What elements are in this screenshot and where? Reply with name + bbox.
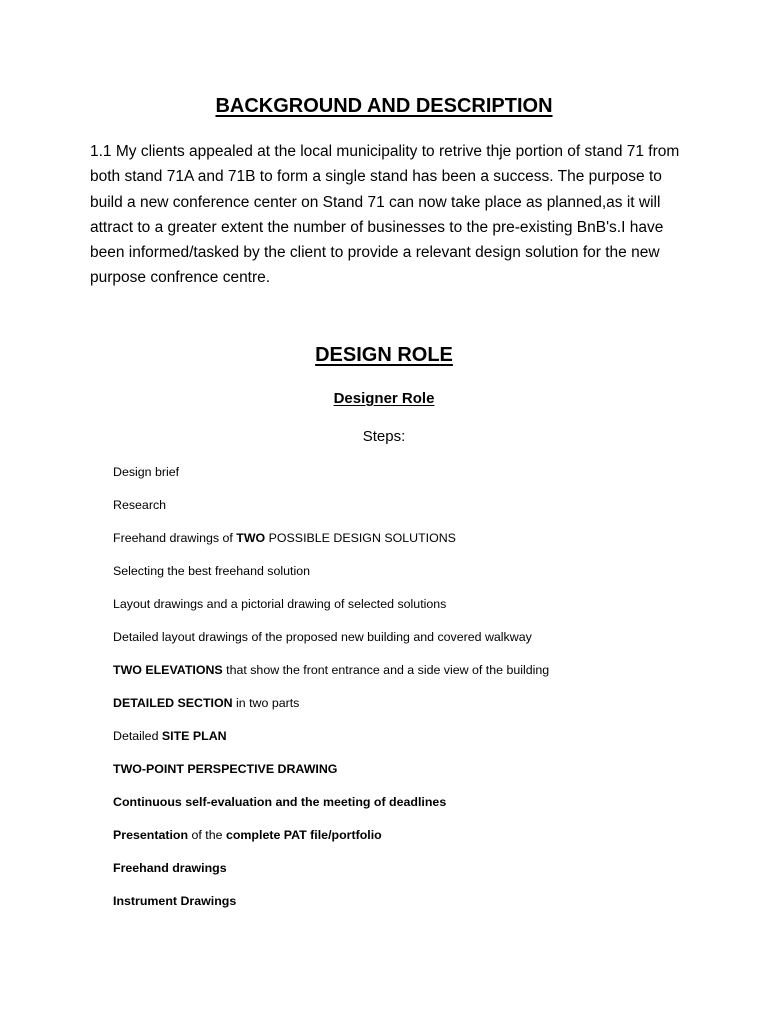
design-role-heading: DESIGN ROLE [315,344,453,366]
designer-role-subheading: Designer Role [333,390,435,407]
step-item [113,661,549,694]
step-item [113,562,549,595]
step-item [113,595,549,628]
step-text: Design brief [113,465,180,479]
step-item [113,793,549,826]
step-text-bold: TWO [236,531,266,545]
step-item [113,826,549,859]
step-text-bold: Instrument Drawings [113,894,237,908]
background-heading: BACKGROUND AND DESCRIPTION [215,95,553,117]
step-item [113,760,549,793]
step-text: Layout drawings and a pictorial drawing of selected solutions [113,597,447,611]
step-text: in two parts [232,696,300,710]
step-text-bold: Freehand drawings [113,861,227,875]
step-text: Selecting the best freehand solution [113,564,311,578]
step-item [113,529,549,562]
step-item [113,892,549,925]
step-text-bold: TWO ELEVATIONS [113,663,223,677]
steps-label: Steps: [362,428,406,445]
background-paragraph: 1.1 My clients appealed at the local municipality to retrive thje portion of stand 71 from both stand 71A and 71B to form a single stand has been a success. The purpose to build a new conference center on Stand 71 can now take place as planned,as it will attract to a greater extent the number of businesses to the pre-existing BnB's.I have been informed/tasked by the client to provide a relevant design solution for the new purpose confrence centre. [90,143,680,287]
step-item [113,463,549,496]
step-text-bold: complete PAT file/portfolio [225,828,382,842]
step-item [113,727,549,760]
step-text: Freehand drawings of [113,531,237,545]
step-text-bold: Presentation [113,828,189,842]
step-item [113,859,549,892]
step-text: Detailed [113,729,162,743]
step-text: that show the front entrance and a side view of the building [222,663,550,677]
step-item [113,496,549,529]
step-text: Detailed layout drawings of the proposed new building and covered walkway [113,630,532,644]
steps-list [113,463,549,925]
step-item [113,628,549,661]
step-text: of the [188,828,226,842]
step-text-bold: DETAILED SECTION [113,696,233,710]
step-text-bold: Continuous self-evaluation and the meeting of deadlines [113,795,447,809]
step-text-bold: SITE PLAN [161,729,227,743]
step-text: POSSIBLE DESIGN SOLUTIONS [265,531,456,545]
step-text-bold: TWO-POINT PERSPECTIVE DRAWING [113,762,338,776]
step-text: Research [113,498,167,512]
step-item [113,694,549,727]
